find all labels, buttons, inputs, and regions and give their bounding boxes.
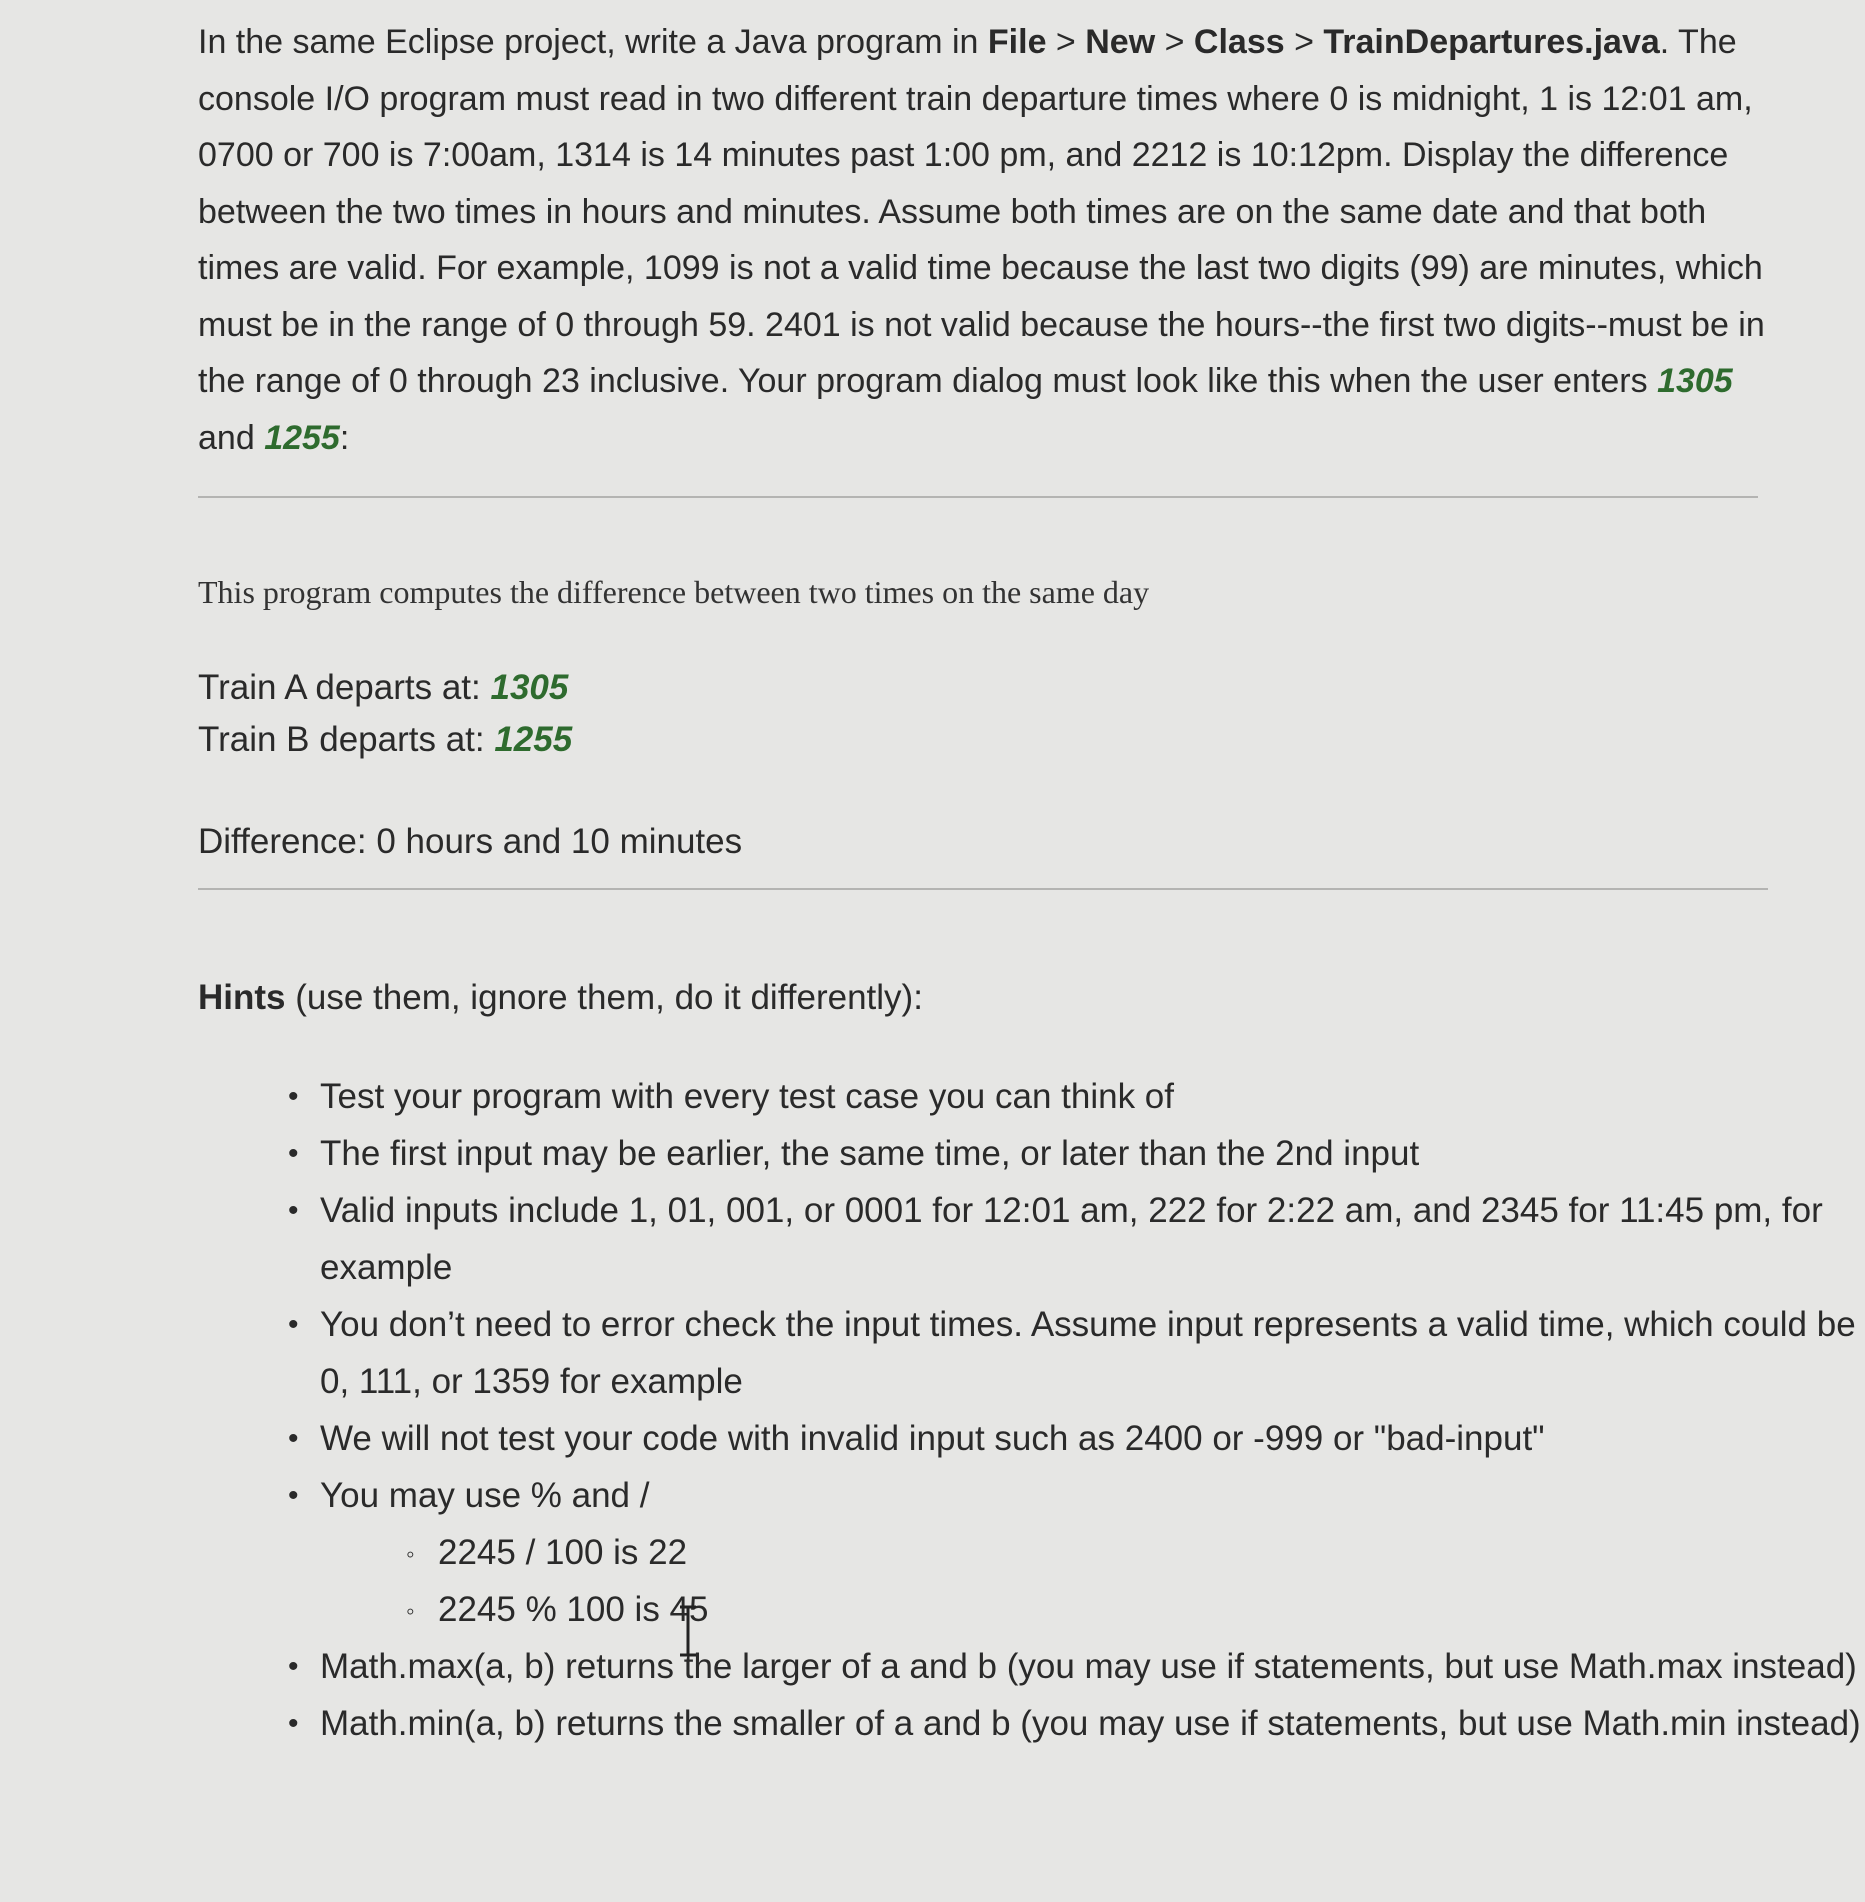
intro-paragraph [198, 14, 1768, 466]
train-a-value: 1305 [490, 668, 569, 707]
bullet-icon: • [288, 1479, 299, 1512]
menu-new-label: New [1085, 23, 1156, 61]
list-item [288, 1638, 1865, 1695]
list-item [288, 1125, 1865, 1182]
list-item [288, 1695, 1865, 1752]
example-input-1: 1305 [1657, 362, 1733, 400]
divider-bottom [198, 888, 1768, 890]
hints-title [198, 978, 923, 1018]
list-item [288, 1182, 1865, 1296]
sub-list-item-text: 2245 % 100 is 45 [438, 1590, 709, 1629]
list-item-text: Test your program with every test case you can think of [320, 1077, 1174, 1116]
bullet-icon: • [288, 1194, 299, 1227]
train-a-line [198, 668, 568, 708]
intro-and: and [198, 418, 265, 457]
train-b-line [198, 720, 572, 760]
sub-list-item [406, 1581, 1865, 1638]
bullet-icon: • [288, 1308, 299, 1341]
hollow-bullet-icon: ◦ [406, 1541, 415, 1568]
train-a-label: Train A departs at: [198, 668, 491, 707]
intro-text-1: In the same Eclipse project, write a Java program in [198, 23, 988, 61]
bullet-icon: • [288, 1137, 299, 1170]
difference-line: Difference: 0 hours and 10 minutes [198, 822, 743, 861]
bullet-icon: • [288, 1707, 299, 1740]
bullet-icon: • [288, 1080, 299, 1113]
example-input-2: 1255 [264, 418, 340, 457]
list-item-text: Math.min(a, b) returns the smaller of a and b (you may use if statements, but use Math.min instead) [320, 1704, 1861, 1743]
intro-colon: : [339, 418, 350, 457]
bullet-icon: • [288, 1650, 299, 1683]
list-item [288, 1467, 1865, 1638]
list-item-text: We will not test your code with invalid input such as 2400 or -999 or "bad-input" [320, 1419, 1545, 1458]
hints-list [198, 1068, 1865, 1752]
hollow-bullet-icon: ◦ [406, 1598, 415, 1625]
menu-file-label: File [987, 23, 1047, 61]
train-b-value: 1255 [494, 720, 573, 759]
list-item [288, 1410, 1865, 1467]
sub-list [320, 1524, 1865, 1638]
assignment-page [198, 0, 1861, 1743]
menu-separator: > [1284, 23, 1324, 61]
list-item-text: Math.max(a, b) returns the larger of a and b (you may use if statements, but use Math.max instead) [320, 1647, 1857, 1686]
list-item [288, 1296, 1865, 1410]
hints-title-rest: (use them, ignore them, do it differently): [285, 978, 923, 1017]
divider-top [198, 496, 1758, 498]
sub-list-item-text: 2245 / 100 is 22 [438, 1533, 688, 1572]
list-item-text: You don’t need to error check the input times. Assume input represents a valid time, which could be 0, 111, or 1359 for example [320, 1305, 1856, 1401]
hints-title-bold: Hints [198, 978, 286, 1017]
list-item-text: Valid inputs include 1, 01, 001, or 0001 for 12:01 am, 222 for 2:22 am, and 2345 for 11:45 pm, for example [320, 1191, 1823, 1287]
menu-class-label: Class [1193, 23, 1285, 61]
text-cursor-icon [677, 1605, 699, 1657]
list-item-text: You may use % and / [320, 1476, 650, 1515]
sub-list-item [406, 1524, 1865, 1581]
dialog-header: This program computes the difference between two times on the same day [198, 574, 1150, 610]
menu-separator: > [1155, 23, 1194, 61]
intro-text-2: . The console I/O program must read in two different train departure times where 0 is midnight, 1 is 12:01 am, 0700 or 700 is 7:00am, 1314 is 14 minutes past 1:00 pm, and 2212 is 10:12pm. Display the difference between the two times in hours and minutes. Assume both times are on the same date and that both times are valid. For example, 1099 is not a valid time because the last two digits (99) are minutes, which must be in the range of 0 through 59. 2401 is not valid because the hours--the first two digits--must be in the range of 0 through 23 inclusive. Your program dialog must look like this when the user enters [198, 23, 1765, 400]
list-item-text: The first input may be earlier, the same time, or later than the 2nd input [320, 1134, 1420, 1173]
train-b-label: Train B departs at: [198, 720, 495, 759]
file-name: TrainDepartures.java [1323, 23, 1660, 61]
menu-separator: > [1046, 23, 1086, 61]
list-item [288, 1068, 1865, 1125]
bullet-icon: • [288, 1422, 299, 1455]
